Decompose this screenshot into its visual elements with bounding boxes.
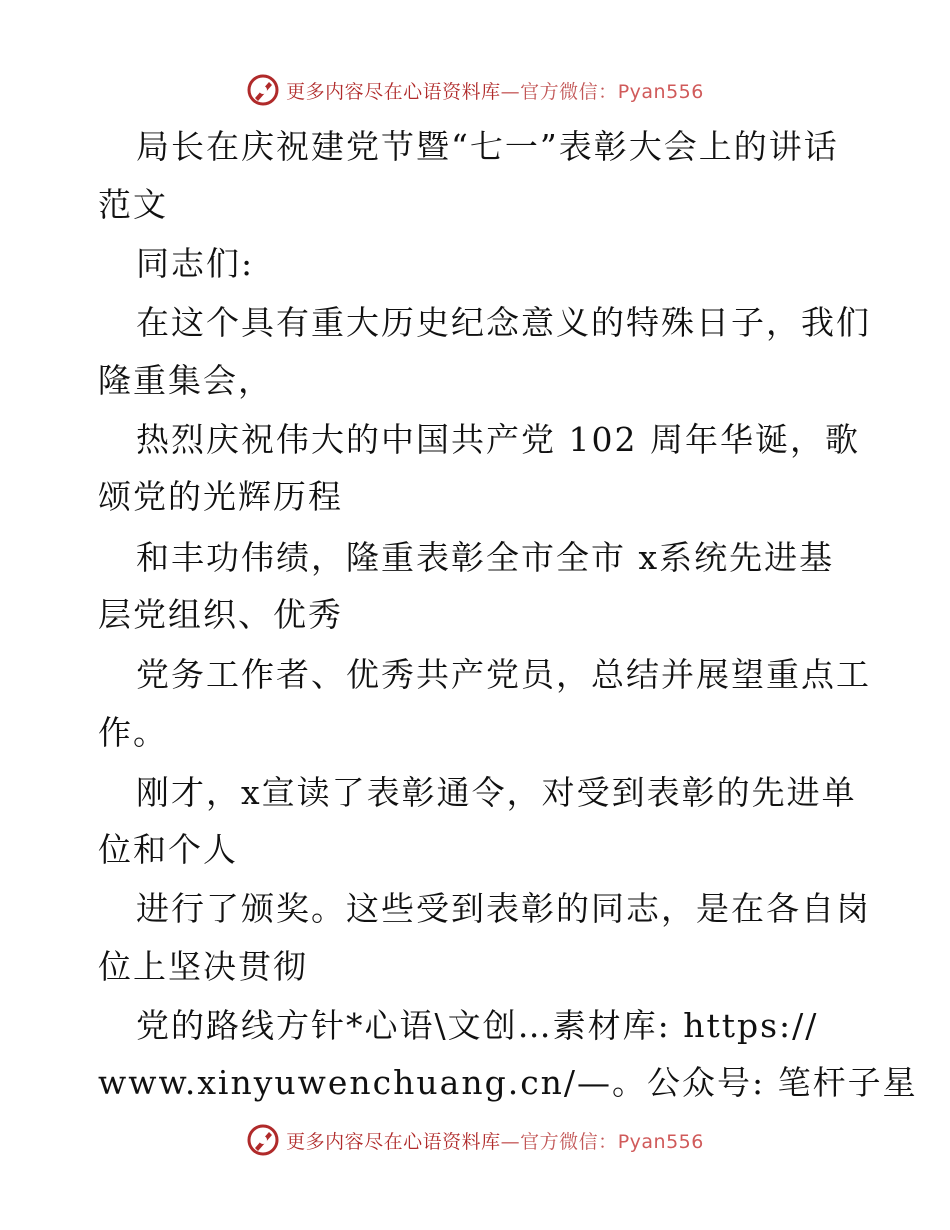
watermark-text — [286, 1127, 704, 1154]
paragraph-line: 热烈庆祝伟大的中国共产党 102 周年华诞，歌 — [136, 420, 860, 459]
watermark-main-text: 更多内容尽在心语资料库 — [286, 1130, 501, 1153]
header-watermark-banner — [0, 70, 950, 110]
paragraph-line: 颂党的光辉历程 — [98, 477, 343, 516]
watermark-dash: — — [500, 80, 521, 103]
pen-logo-icon — [246, 73, 280, 107]
paragraph-line: 位上坚决贯彻 — [98, 947, 308, 986]
watermark-main-text: 更多内容尽在心语资料库 — [286, 80, 501, 103]
greeting: 同志们: — [136, 244, 255, 283]
watermark-wechat-id: Pyan556 — [617, 1130, 704, 1153]
watermark-dash: — — [500, 1130, 521, 1153]
paragraph-line: 作。 — [98, 713, 168, 752]
title-line-2: 范文 — [98, 185, 168, 224]
watermark-wechat-label: 官方微信： — [520, 80, 618, 103]
paragraph-line: 党务工作者、优秀共产党员，总结并展望重点工 — [136, 655, 871, 694]
paragraph-line: 层党组织、优秀 — [98, 595, 343, 634]
paragraph-line: 位和个人 — [98, 830, 238, 869]
watermark-text — [286, 77, 704, 104]
paragraph-line: 隆重集会， — [98, 361, 273, 400]
watermark-wechat-label: 官方微信： — [520, 1130, 618, 1153]
footer-watermark-banner — [0, 1120, 950, 1160]
title-line-1: 局长在庆祝建党节暨“七一”表彰大会上的讲话 — [136, 127, 839, 166]
pen-logo-icon — [246, 1123, 280, 1157]
watermark-wechat-id: Pyan556 — [617, 80, 704, 103]
paragraph-line-url: www.xinyuwenchuang.cn/—。公众号: 笔杆子星 — [98, 1063, 918, 1102]
paragraph-line: 和丰功伟绩，隆重表彰全市全市 x系统先进基 — [136, 538, 835, 577]
paragraph-line: 刚才，x宣读了表彰通令，对受到表彰的先进单 — [136, 773, 857, 812]
paragraph-line: 在这个具有重大历史纪念意义的特殊日子，我们 — [136, 303, 871, 342]
paragraph-line: 党的路线方针*心语\文创…素材库: https:// — [136, 1006, 819, 1045]
paragraph-line: 进行了颁奖。这些受到表彰的同志，是在各自岗 — [136, 889, 871, 928]
